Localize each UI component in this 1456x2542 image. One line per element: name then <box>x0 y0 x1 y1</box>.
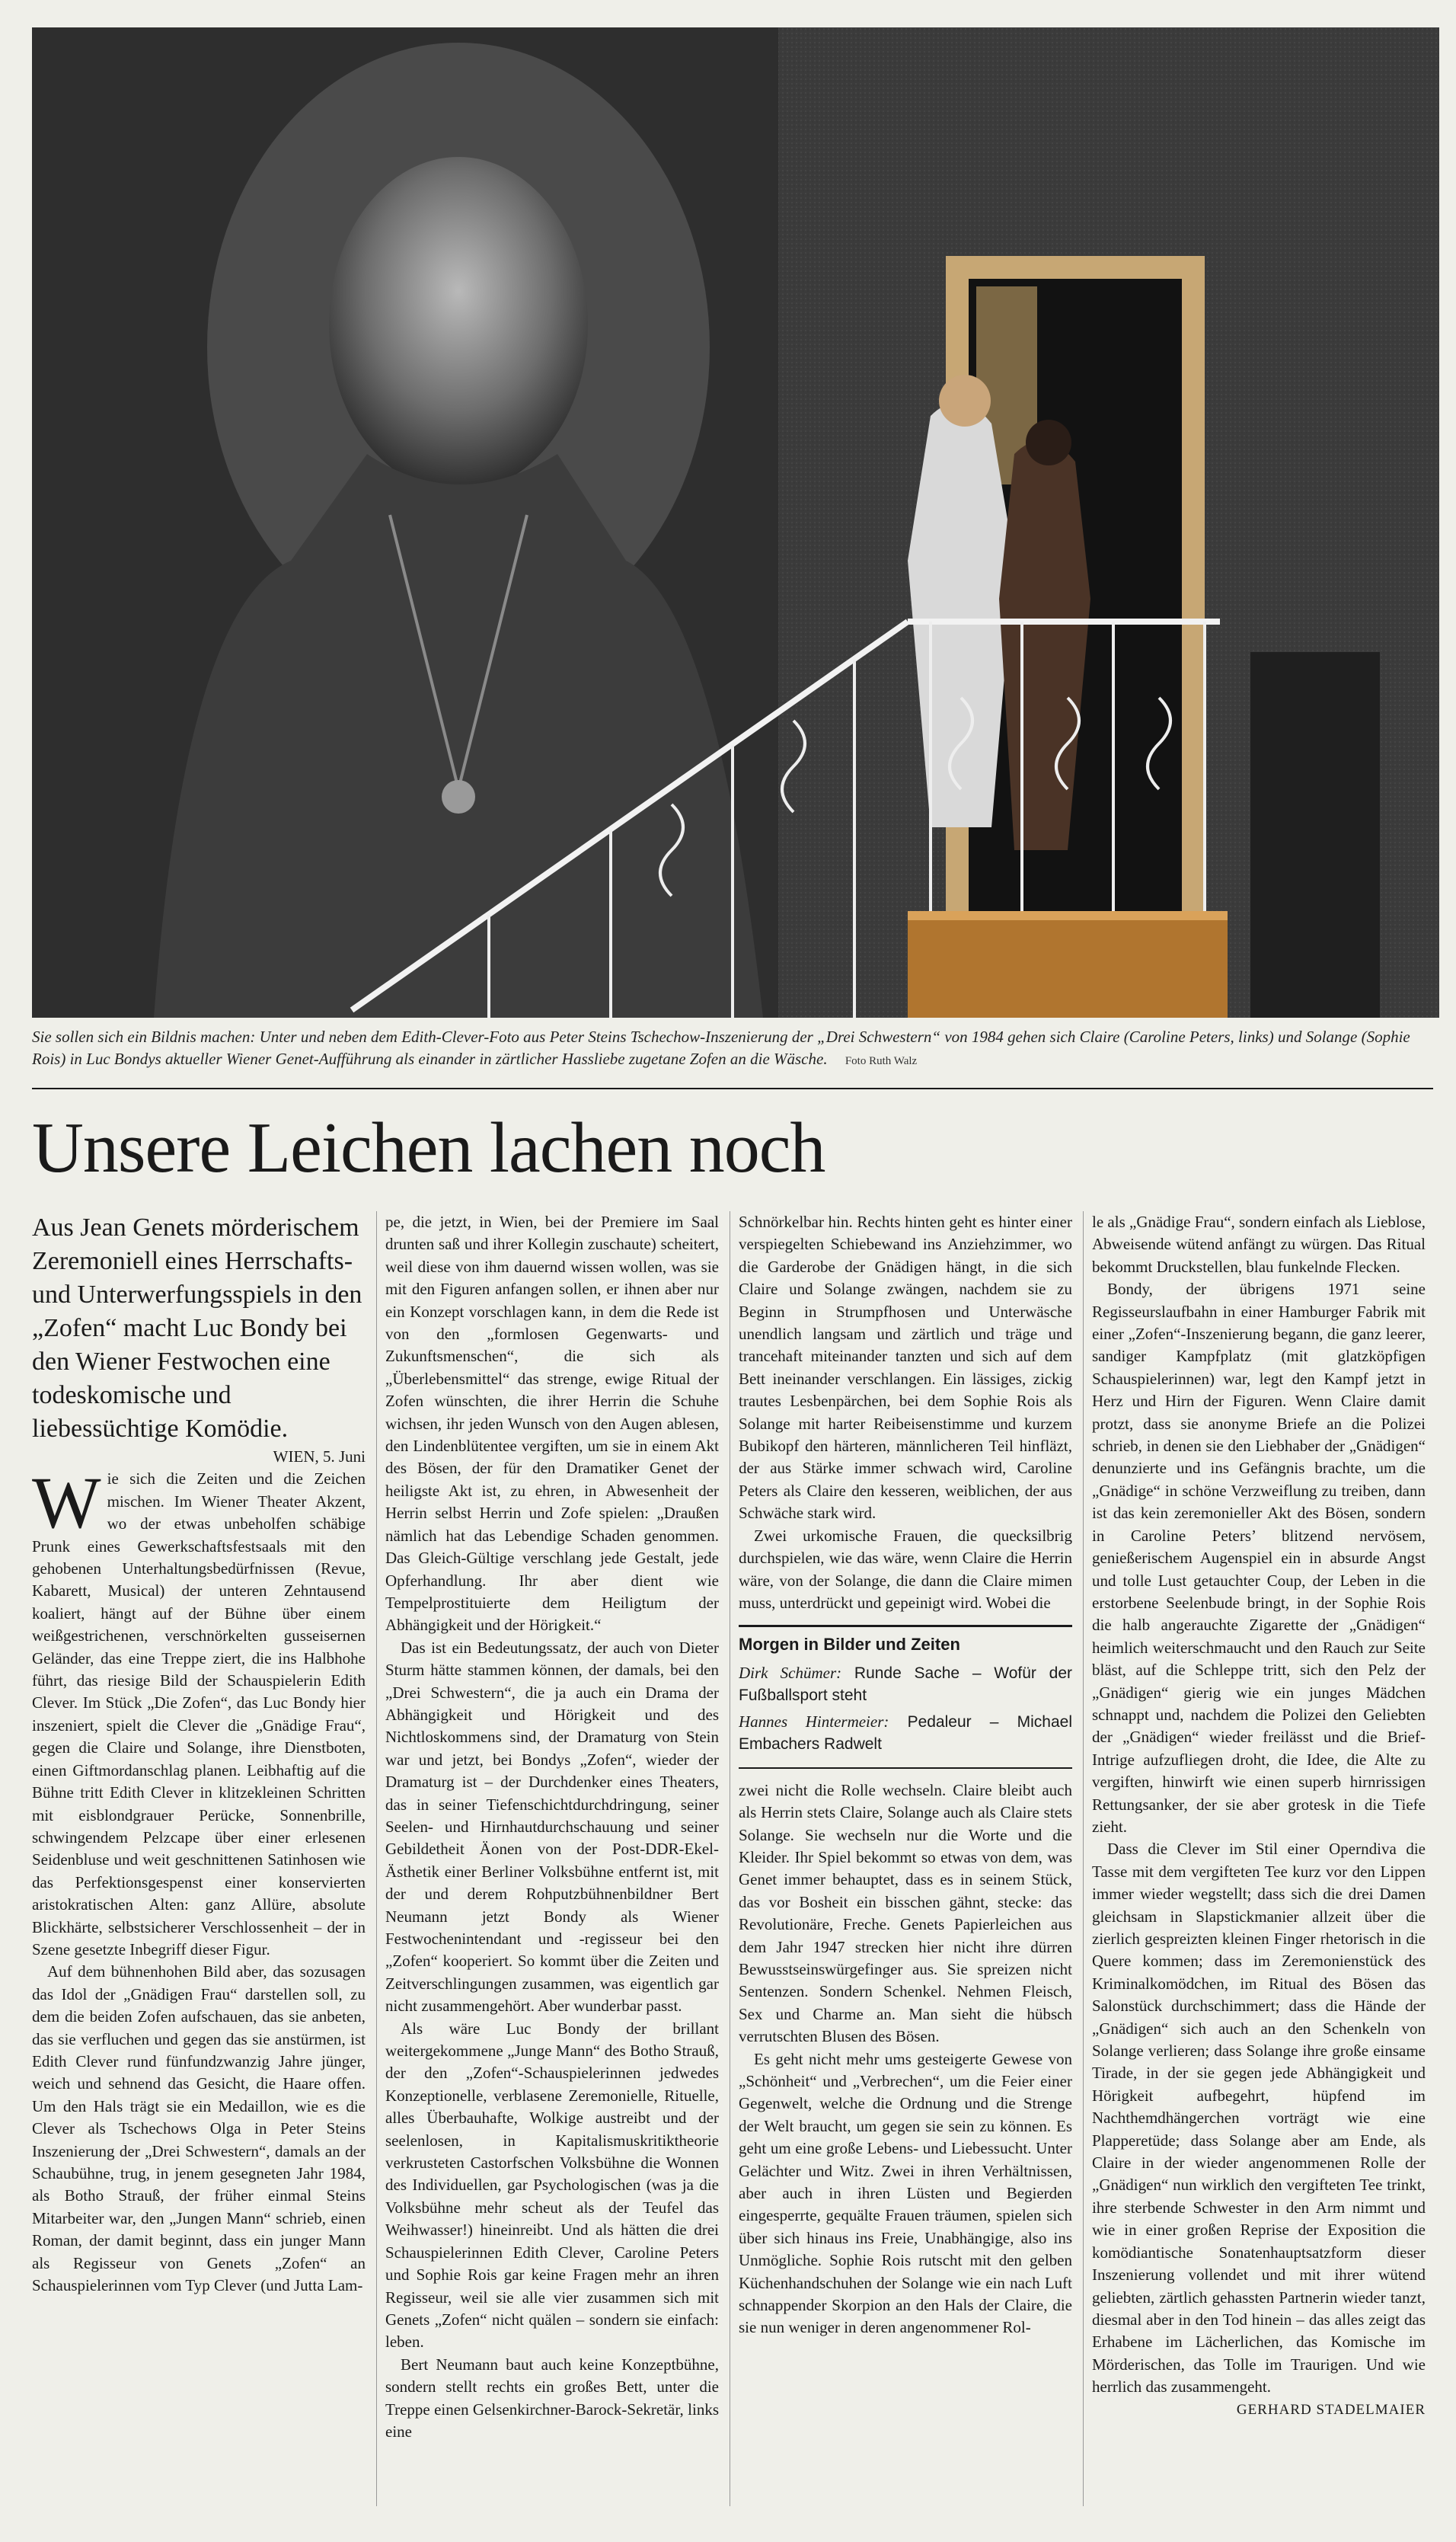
teaser: Aus Jean Genets mörderischem Zeremoniell eines Herrschafts- und Unterwerfungsspiels in den „Zofen“ macht Luc Bondy bei den Wiener Festwochen eine todeskomische und liebessüchtige Komödie. <box>32 1213 362 1443</box>
column-divider <box>376 1211 377 2506</box>
paragraph <box>32 1462 366 1961</box>
paragraph: le als „Gnädige Frau“, sondern einfach als Lieblose, Abweisende wütend anfängt zu würgen. Das Ritual bekommt Druckstellen, blau funkelnde Flecken. <box>1092 1213 1426 1276</box>
paragraph: Schnörkelbar hin. Rechts hinten geht es hinter einer verspiegelten Schiebewand ins Anziehzimmer, wo die Garderobe der Gnädigen hängt, in die sich Claire und Solange zwängen, nachdem sie zu Beginn in Strumpfhosen und Unterwäsche unendlich langsam und zärtlich und träge und trancehaft miteinander tanzten und sich auf dem Bett ineinander verschlangen. Ein lässiges, zickig trautes Lesbenpärchen, bei dem Sophie Rois als Solange mit harter Reibeisenstimme und kurzem Bubikopf den härteren, männlicheren Teil hinfläzt, der aus Stärke immer schwach wird, Caroline Peters als Claire den kesseren, weiblichen, der aus Schwäche stark wird. <box>739 1213 1072 1523</box>
preview-item <box>739 1711 1072 1755</box>
paragraph: zwei nicht die Rolle wechseln. Claire bleibt auch als Herrin stets Claire, Solange auch als Claire stets Solange. Sie wechseln nur die Worte und die Kleider. Ihr Spiel bekommt so etwas von dem, was Genet immer behauptet, dass es in seinem Stück, das vor Bosheit ein bisschen gähnt, stecke: das Revolutionäre, Freche. Genets Papierleichen aus dem Jahr 1947 strecken hier nicht ihre dürren Bewusstseinswürgefinger aus. Sie spreizen nicht Sentenzen. Sondern Schenkel. Nehmen Fleisch, Sex und Charme an. Man sieht die hübsch verrutschten Blusen des Bösen. <box>739 1780 1072 2046</box>
column-4 <box>1092 1211 1426 2506</box>
preview-text: Pedaleur – Michael Embachers Radwelt <box>739 1712 1072 1753</box>
preview-box-title: Morgen in Bilder und Zeiten <box>739 1635 960 1655</box>
top-rule <box>32 1088 1433 1089</box>
drop-cap: W <box>32 1462 101 1544</box>
preview-item <box>739 1662 1072 1706</box>
photo-credit: Foto Ruth Walz <box>845 1055 918 1067</box>
column-2 <box>385 1211 719 2506</box>
stage-photo-illustration <box>32 27 1439 1018</box>
paragraph: Dass die Clever im Stil einer Operndiva die Tasse mit dem vergifteten Tee kurz vor den Lippen immer wieder wegstellt; dass sich die drei Damen gleichsam in Slapstickmanier allzeit über die zierlich gespreizten kleinen Finger rhetorisch in die Quere kommen; dass im Zeremonienstück des Kriminalkomödchen, im Ritual des Bösen das Salonstück durchschimmert; dass die Hände der „Gnädigen“ sich auch an den Schenkeln von Solange verlieren; dass Solange ihre große einsame Tirade, in der sie gegen jede Abhängigkeit und Hörigkeit aufbegehrt, hüpfend im Nachthemdhängerchen vorträgt wie eine Plapperetüde; dass Solange aber am Ende, als Claire in der wieder angenommenen Rolle der „Gnädigen“ nun wirklich den vergifteten Tee trinkt, ihre sterbende Schwester in den Arm nimmt und wie in einer großen Reprise der Exposition die komödiantische Sonatenhauptsatzform dieser Inszenierung vollendet und mit ihrer wütend geliebten, zärtlich gehassten Partnerin wieder tanzt, diesmal aber in den Tod hinein – das alles zeigt das Erhabene im Lächerlichen, das Komische im Mörderischen, das Tolle im Traurigen. Und wie herrlich das zusammengeht. <box>1092 1840 1426 2397</box>
paragraph: Auf dem bühnenhohen Bild aber, das sozusagen das Idol der „Gnädigen Frau“ darstellen soll, zu dem die beiden Zofen aufschauen, das sie anbeten, das sie verfluchen und gegen das sie anstürmen, ist Edith Clever rund fünfundzwanzig Jahre jünger, weich und sehnend das Gesicht, die Haare offen. Um den Hals trägt sie ein Medaillon, wie es die Clever als Tschechows Olga in Peter Steins Inszenierung der „Drei Schwestern“, damals an der Schaubühne, trug, in jenem gesegneten Jahr 1984, als Botho Strauß, der früher einmal Steins Mitarbeiter war, den „Jungen Mann“ schrieb, einen Roman, der damit beginnt, dass ein junger Mann als Regisseur von Genets „Zofen“ an Schauspielerinnen vom Typ Clever (und Jutta Lam- <box>32 1962 366 2295</box>
paragraph: Bondy, der übrigens 1971 seine Regisseurslaufbahn in einer Hamburger Fabrik mit einer „Zofen“-Inszenierung begann, die ganz leerer, sandiger Kampfplatz (mit glatzköpfigen Schauspielerinnen) war, legt den Kampf jetzt in Herz und Hirn der Figuren. Wenn Claire damit protzt, dass sie anonyme Briefe an die Polizei schrieb, in denen sie den Liebhaber der „Gnädigen“ denunzierte und ins Gefängnis brachte, um die „Gnädige“ in schöne Verzweiflung zu treiben, dann ist das kein zeremonieller Akt des Bösen, sondern in Caroline Peters’ blitzend nervösem, genießerischem Augenspiel ein in absurde Angst und tolle Lust getauchter Coup, der Leben in die erstorbene Seelenbude bringt, in der Sophie Rois die halb angerauchte Zigarette der „Gnädigen“ heimlich weiterschmaucht und den Rauch zur Seite bläst, auf die Schleppe tritt, sich den Pelz der „Gnädigen“ gierig wie ein junges Mädchen schnappt und, nachdem die Polizei den Geliebten der „Gnädigen“ wieder freilässt und die Brief-Intrige aufzufliegen droht, die Idee, die Alte zu vergiften, hinwirft wie einen superb hirnrissigen Rettungsanker, der sie aber grotesk in die Tiefe zieht. <box>1092 1280 1426 1836</box>
caption-text: Sie sollen sich ein Bildnis machen: Unter und neben dem Edith-Clever-Foto aus Peter Steins Tschechow-Inszenierung der „Drei Schwestern“ von 1984 gehen sich Claire (Caroline Peters, links) und Solange (Sophie Rois) in Luc Bondys aktueller Wiener Genet-Aufführung als einander in zärtlicher Hassliebe zugetane Zofen an die Wäsche. <box>32 1028 1410 1068</box>
stage-photo <box>32 27 1439 1018</box>
column-divider <box>1083 1211 1084 2506</box>
column-3 <box>739 1211 1072 2506</box>
author-byline: GERHARD STADELMAIER <box>1236 2401 1426 2418</box>
paragraph-text: ie sich die Zeiten und die Zeichen mischen. Im Wiener Theater Akzent, wo der etwas unbeholfen schäbige Prunk eines Gewerkschaftsfestsaals mit den gehobenen Unterhaltungsbedürfnissen (Revue, Kabarett, Musical) der unteren Zehntausend koaliert, hängt auf der Bühne über einem weißgestrichenen, verschnörkelten gusseisernen Geländer, das eine Treppe ziert, die ins Halbhohe führt, das riesige Bild der Schauspielerin Edith Clever. Im Stück „Die Zofen“, das Luc Bondy hier inszeniert, spielt die Clever die „Gnädige Frau“, gegen die Claire und Solange, ihre Dienstboten, einen Giftmordanschlag planen. Leibhaftig auf die Bühne tritt Edith Clever in klitzekleinen Schritten mit eisblondgrauer Perücke, Sonnenbrille, schwingendem Pelzcape über einer erlesenen Seidenbluse und weit geschnittenen Satinhosen wie das Perfektionsgespenst einer konservierten aristokratischen Alten: ganz Allüre, absolute Blickhärte, selbstsicherer Verschlossenheit – der in Szene gesetzte Inbegriff dieser Figur. <box>32 1469 366 1958</box>
photo-caption <box>32 1026 1433 1073</box>
preview-author: Hannes Hintermeier: <box>739 1712 889 1731</box>
preview-text: Runde Sache – Wofür der Fußballsport steht <box>739 1664 1072 1704</box>
headline: Unsere Leichen lachen noch <box>32 1108 825 1188</box>
paragraph: Zwei urkomische Frauen, die quecksilbrig durchspielen, wie das wäre, wenn Claire die Herrin wäre, von der Solange, die dann die Claire mimen muss, unterdrückt und gepeinigt wird. Wobei die <box>739 1526 1072 1612</box>
paragraph: Das ist ein Bedeutungssatz, der auch von Dieter Sturm hätte stammen können, der damals, bei den „Drei Schwestern“, die ja auch ein Drama der Abhängigkeit und Hörigkeit und des Nichtloskommens sind, der Dramaturg von Stein war und jetzt, bei Bondys „Zofen“, wieder der Dramaturg ist – der Durchdenker eines Theaters, das in seiner Tiefenschichtdurchdringung, seiner Seelen- und Hirnhautdurchschauung und seiner Gebildetheit Äonen von der Post-DDR-Ekel-Ästhetik einer Berliner Volksbühne entfernt ist, mit der und derem Rohputzbühnenbildner Bert Neumann jetzt Bondy als Wiener Festwochenintendant und -regisseur bei den „Zofen“ kooperiert. So kommt über die Zeiten und Zeitverschlingungen zusammen, was eigentlich gar nicht zusammengehört. Aber wunderbar passt. <box>385 1638 719 2016</box>
paragraph: Als wäre Luc Bondy der brillant weitergekommene „Junge Mann“ des Botho Strauß, der den „Zofen“-Schauspielerinnen jedwedes Konzeptionelle, verblasene Zeremonielle, Rituelle, alles Überbauhafte, Wolkige austreibt und der seelenlosen, in Kapitalismuskritiktheorie verkrusteten Castorfschen Volksbühne die Wonnen des Individuellen, gar Psychologischen (was ja die Volksbühne mehr scheut als der Teufel das Weihwasser!) hineinreibt. Und als hätten die drei Schauspielerinnen Edith Clever, Caroline Peters und Sophie Rois gar keine Fragen mehr an ihren Regisseur, weil sie alle vier zusammen sich mit Genets „Zofen“ nicht quälen – sondern sie einfach: leben. <box>385 2019 719 2352</box>
column-1 <box>32 1211 366 2506</box>
dateline: WIEN, 5. Juni <box>273 1447 366 1466</box>
paragraph: pe, die jetzt, in Wien, bei der Premiere im Saal drunten saß und ihrer Kollegin zuschaute) scheitert, weil diese von ihm dauernd wissen wollen, was sie mit den Figuren anfangen sollen, er ihnen aber nur ein Konzept vorschlagen kann, in dem die Rede ist von den „formlosen Gegenwarts- und Zukunftsmenschen“, die sich als „Überlebensmittel“ das strenge, ewige Ritual der Zofen wünschten, die ihrer Herrin die Schuhe wichsen, ihr jeden Wunsch von den Augen ablesen, den Lindenblütentee vergiften, um sie in einem Akt des Bösen, der für den Dramatiker Genet der heiligste Akt ist, zu ehren, in Abwesenheit der Herrin selbst Herrin und Zofe spielen: „Draußen nämlich hat das Lebendige Schaden genommen. Das Gleich-Gültige verschlang jede Gestalt, jede Opferhandlung. Ihr aber dient wie Tempelprostituierte dem Heiligtum der Abhängigkeit und der Hörigkeit.“ <box>385 1213 719 1635</box>
preview-author: Dirk Schümer: <box>739 1663 842 1682</box>
preview-box <box>739 1625 1072 1768</box>
paragraph: Bert Neumann baut auch keine Konzeptbühne, sondern stellt rechts ein großes Bett, unter die Treppe einen Gelsenkirchner-Barock-Sekretär, links eine <box>385 2355 719 2441</box>
paragraph: Es geht nicht mehr ums gesteigerte Gewese von „Schönheit“ und „Verbrechen“, um die Feier einer Gegenwelt, welche die Ordnung und die Strenge der Welt braucht, um gegen sie sein zu können. Es geht um eine große Lebens- und Liebessucht. Unter Gelächter und Witz. Zwei in ihren Verhältnissen, aber auch in ihren Lüsten und Begierden eingesperrte, gequälte Frauen träumen, spielen sich über sich hinaus ins Freie, Unabhängige, also ins Unmögliche. Sophie Rois rutscht mit den gelben Küchenhandschuhen der Solange wie ein nach Luft schnappender Skorpion an den Hals der Claire, die sie nun weniger in deren angenommener Rol- <box>739 2049 1072 2337</box>
